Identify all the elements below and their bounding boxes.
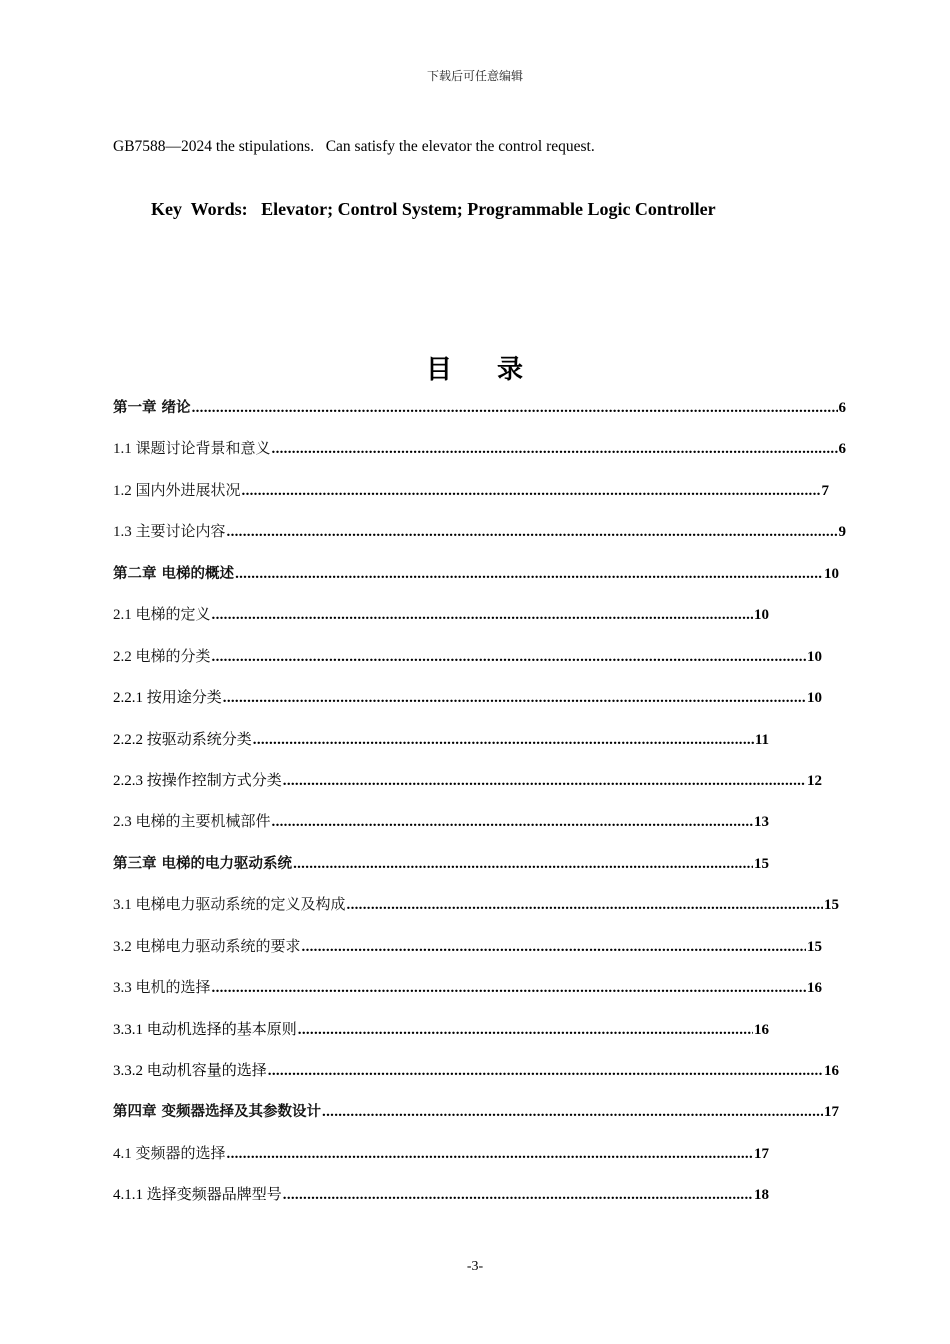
toc-entry-label: 3.1 电梯电力驱动系统的定义及构成 <box>113 897 346 914</box>
toc-entry[interactable] <box>113 645 853 686</box>
toc-entry-label: 2.2.1 按用途分类 <box>113 690 222 707</box>
toc-entry-page: 10 <box>824 565 839 582</box>
toc-entry-page: 11 <box>754 731 769 748</box>
toc-entry-page: 12 <box>807 772 822 789</box>
toc-title-char-2: 录 <box>497 355 525 385</box>
toc-entry[interactable] <box>113 1018 853 1059</box>
toc-leader-dots <box>192 396 838 420</box>
toc-entry-page: 10 <box>807 690 822 707</box>
toc-entry-label: 2.1 电梯的定义 <box>113 607 211 624</box>
toc-leader-dots <box>212 603 753 627</box>
toc-entry[interactable] <box>113 562 853 603</box>
toc-entry-page: 6 <box>838 400 846 416</box>
toc-entry-label: 第一章 绪论 <box>113 400 191 416</box>
toc-entry-page: 15 <box>807 938 822 955</box>
toc-leader-dots <box>253 728 754 752</box>
toc-entry[interactable] <box>113 1100 853 1141</box>
toc-leader-dots <box>322 1100 823 1124</box>
toc-leader-dots <box>227 1142 753 1166</box>
toc-leader-dots <box>283 1183 753 1207</box>
toc-entry-page: 16 <box>824 1063 839 1079</box>
toc-entry-page: 13 <box>754 814 769 831</box>
toc-entry-page: 17 <box>824 1104 839 1121</box>
toc-title <box>0 349 950 386</box>
toc-entry-label: 3.2 电梯电力驱动系统的要求 <box>113 938 301 955</box>
toc-leader-dots <box>272 810 753 834</box>
toc-entry[interactable] <box>113 976 853 1017</box>
toc-entry[interactable] <box>113 603 853 644</box>
toc-entry-label: 2.2 电梯的分类 <box>113 648 211 665</box>
toc-leader-dots <box>283 769 806 793</box>
toc-entry[interactable] <box>113 728 853 769</box>
toc-entry[interactable] <box>113 935 853 976</box>
toc-entry-label: 第二章 电梯的概述 <box>113 565 235 582</box>
toc-entry[interactable] <box>113 1142 853 1183</box>
toc-leader-dots <box>235 562 823 586</box>
toc-entry[interactable] <box>113 893 853 934</box>
keywords-line: Key Words: Elevator; Control System; Programmable Logic Controller <box>151 199 716 219</box>
toc-entry-page: 16 <box>754 1021 769 1038</box>
toc-leader-dots <box>272 437 838 461</box>
toc-leader-dots <box>293 852 753 876</box>
toc-leader-dots <box>242 479 821 503</box>
toc-leader-dots <box>298 1018 753 1042</box>
toc-entry-label: 1.3 主要讨论内容 <box>113 524 226 541</box>
toc-leader-dots <box>212 645 806 669</box>
toc-entry[interactable] <box>113 437 853 478</box>
toc-entry-page: 7 <box>821 482 829 499</box>
toc-entry-label: 3.3 电机的选择 <box>113 980 211 997</box>
toc-entry-label: 3.3.1 电动机选择的基本原则 <box>113 1021 297 1038</box>
toc-leader-dots <box>347 893 823 917</box>
toc-entry[interactable] <box>113 852 853 893</box>
toc-leader-dots <box>212 976 806 1000</box>
toc-entry-page: 15 <box>754 855 769 872</box>
toc-entry-label: 2.3 电梯的主要机械部件 <box>113 814 271 831</box>
toc-entry-page: 9 <box>838 524 846 541</box>
toc-entry-label: 2.2.3 按操作控制方式分类 <box>113 772 282 789</box>
page-header: 下载后可任意编辑 <box>426 69 523 83</box>
toc-entry-page: 6 <box>838 441 846 458</box>
toc-entry[interactable] <box>113 1183 853 1224</box>
toc-entry-label: 1.2 国内外进展状况 <box>113 482 241 499</box>
toc-entry[interactable] <box>113 396 853 437</box>
toc-leader-dots <box>268 1059 823 1083</box>
toc-entry[interactable] <box>113 520 853 561</box>
toc-entry-page: 10 <box>807 648 822 665</box>
toc-entry-page: 10 <box>754 607 769 624</box>
toc-leader-dots <box>227 520 838 544</box>
toc-entry[interactable] <box>113 686 853 727</box>
toc-entry-page: 17 <box>754 1145 769 1162</box>
toc-entry-label: 2.2.2 按驱动系统分类 <box>113 731 252 748</box>
toc-leader-dots <box>302 935 806 959</box>
toc-entry[interactable] <box>113 1059 853 1100</box>
toc-entry-page: 16 <box>807 980 822 997</box>
toc-entry[interactable] <box>113 769 853 810</box>
toc-title-char-1: 目 <box>425 355 453 385</box>
toc-entry-label: 第三章 电梯的电力驱动系统 <box>113 855 293 872</box>
table-of-contents <box>113 396 853 1225</box>
toc-entry[interactable] <box>113 479 853 520</box>
toc-entry-label: 3.3.2 电动机容量的选择 <box>113 1063 267 1079</box>
toc-entry[interactable] <box>113 810 853 851</box>
page-number: -3- <box>466 1259 484 1274</box>
toc-entry-page: 15 <box>824 897 839 914</box>
toc-entry-label: 4.1.1 选择变频器品牌型号 <box>113 1187 282 1204</box>
toc-entry-label: 第四章 变频器选择及其参数设计 <box>113 1104 322 1121</box>
toc-entry-label: 1.1 课题讨论背景和意义 <box>113 441 271 458</box>
toc-leader-dots <box>223 686 806 710</box>
toc-entry-label: 4.1 变频器的选择 <box>113 1145 226 1162</box>
abstract-tail-text: GB7588—2024 the stipulations. Can satisfy the elevator the control request. <box>113 138 595 155</box>
toc-entry-page: 18 <box>754 1187 769 1204</box>
